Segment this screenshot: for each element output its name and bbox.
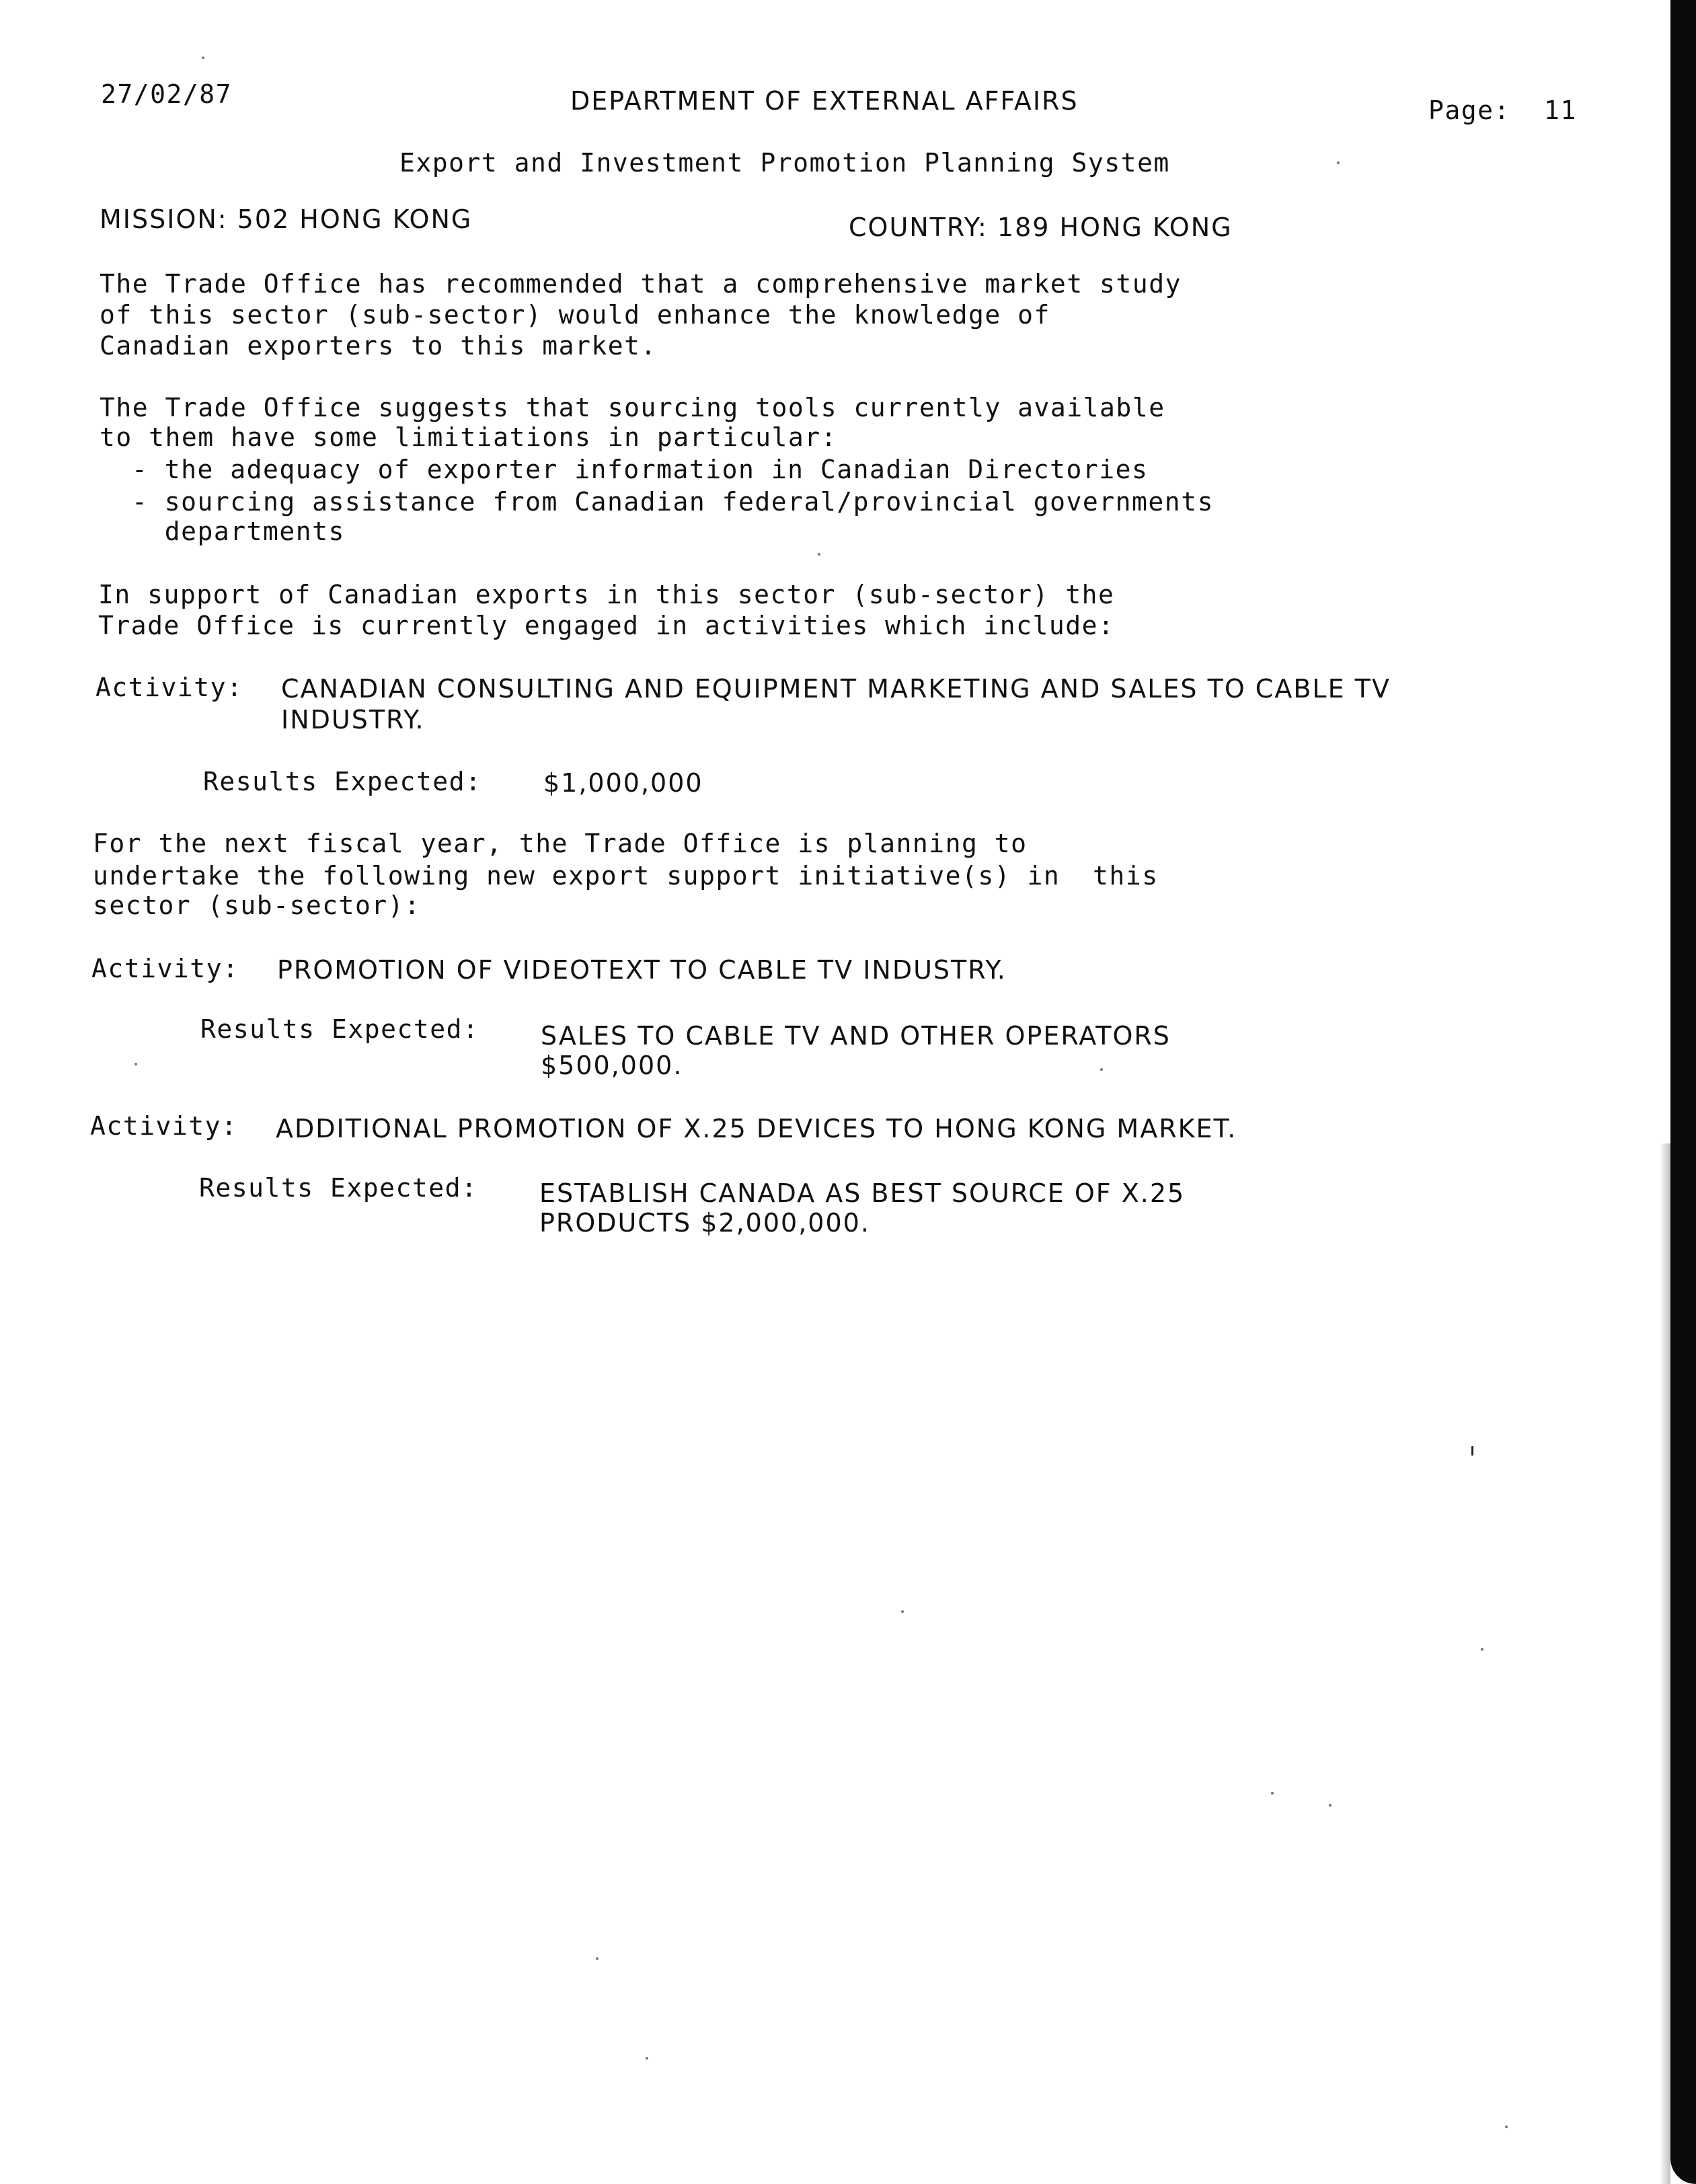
para3-line: In support of Canadian exports in this sector (sub-sector) the [98, 580, 1115, 609]
country-line: COUNTRY: 189 HONG KONG [849, 213, 1233, 242]
results-value: SALES TO CABLE TV AND OTHER OPERATORS [541, 1021, 1171, 1051]
scanner-edge-shadow [1670, 0, 1696, 2184]
para4-line: sector (sub-sector): [93, 891, 421, 920]
scan-speck [1505, 2125, 1508, 2128]
para4-line: For the next fiscal year, the Trade Office is planning to [93, 829, 1028, 858]
page-label: Page: [1428, 96, 1510, 125]
scan-speck [596, 1957, 599, 1960]
results-label: Results Expected: [203, 767, 482, 796]
department-heading: DEPARTMENT OF EXTERNAL AFFAIRS [570, 86, 1079, 116]
scan-speck [901, 1610, 904, 1613]
para2-bullet: departments [132, 517, 345, 546]
results-value: ESTABLISH CANADA AS BEST SOURCE OF X.25 [539, 1178, 1186, 1208]
results-label: Results Expected: [200, 1014, 479, 1044]
para2-line: The Trade Office suggests that sourcing tools currently available [100, 393, 1165, 422]
activity-text: ADDITIONAL PROMOTION OF X.25 DEVICES TO HONG KONG MARKET. [276, 1114, 1237, 1143]
para1-line: of this sector (sub-sector) would enhance the knowledge of [100, 300, 1050, 330]
page-number: 11 [1544, 96, 1577, 125]
scan-speck [1100, 1068, 1103, 1071]
para4-line: undertake the following new export support initiative(s) in this [93, 861, 1159, 891]
para2-bullet: - sourcing assistance from Canadian federal/provincial governments [132, 487, 1214, 517]
para1-line: The Trade Office has recommended that a comprehensive market study [100, 269, 1182, 299]
results-value: PRODUCTS $2,000,000. [539, 1208, 870, 1238]
para2-bullet: - the adequacy of exporter information in Canadian Directories [132, 455, 1149, 484]
scan-speck [1471, 1446, 1473, 1456]
results-value: $500,000. [541, 1051, 683, 1080]
para3-line: Trade Office is currently engaged in activities which include: [98, 611, 1115, 640]
activity-text: INDUSTRY. [281, 705, 425, 735]
results-value: $1,000,000 [543, 768, 703, 798]
system-title: Export and Investment Promotion Planning System [399, 148, 1170, 178]
results-label: Results Expected: [199, 1173, 478, 1203]
activity-text: PROMOTION OF VIDEOTEXT TO CABLE TV INDUSTRY. [277, 955, 1007, 985]
scan-speck [1337, 161, 1340, 164]
para2-line: to them have some limitiations in particular: [100, 422, 838, 452]
activity-label: Activity: [91, 954, 239, 983]
scan-speck [646, 2057, 648, 2060]
activity-text: CANADIAN CONSULTING AND EQUIPMENT MARKETING AND SALES TO CABLE TV [281, 674, 1391, 704]
document-date: 27/02/87 [101, 79, 233, 109]
activity-label: Activity: [95, 673, 243, 702]
scan-speck [1481, 1648, 1483, 1651]
mission-line: MISSION: 502 HONG KONG [100, 204, 473, 234]
scan-speck [134, 1063, 137, 1065]
scan-speck [1329, 1804, 1332, 1807]
para1-line: Canadian exporters to this market. [100, 331, 657, 361]
scan-speck [1271, 1792, 1274, 1795]
scan-speck [818, 553, 820, 556]
scan-speck [202, 57, 204, 59]
activity-label: Activity: [90, 1111, 238, 1141]
